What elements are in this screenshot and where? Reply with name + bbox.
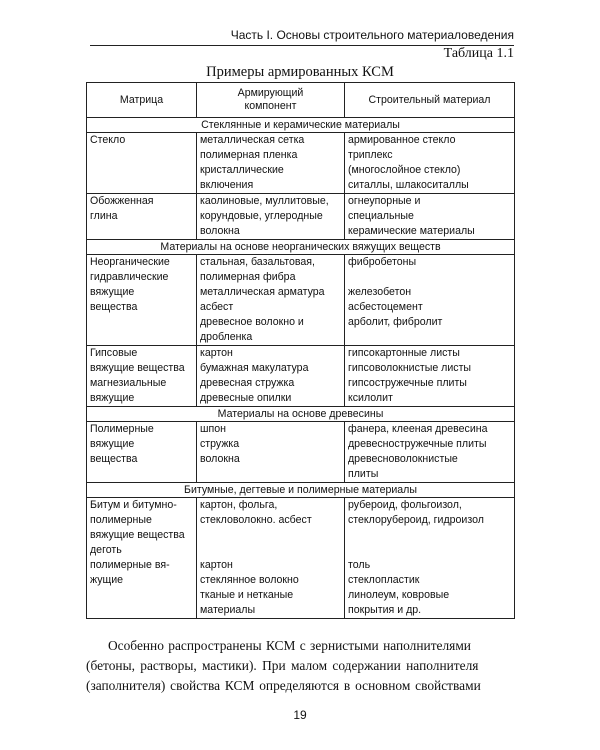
cell-line: фанера, клееная древесина [348,423,488,435]
body-line: (заполнителя) свойства КСМ определяются в основном свойствами [86,678,481,693]
cell-line: жущие [90,574,124,586]
table-row [87,498,515,619]
cell-line: полимерные [90,514,152,526]
cell-line: армированное стекло [348,134,456,146]
table-cell-component [197,255,345,346]
table-row [87,422,515,483]
cell-line: рубероид, фольгоизол, [348,499,462,511]
table-cell-component [197,498,345,619]
cell-line: гипсоволокнистые листы [348,362,472,374]
cell-line: Полимерные [90,423,154,435]
cell-line: стружка [200,438,240,450]
cell-line: покрытия и др. [348,604,422,616]
cell-line: тканые и нетканые [200,589,294,601]
cell-line: стальная, базальтовая, [200,256,315,268]
cell-line: гипсокартонные листы [348,347,460,359]
table-label: Таблица 1.1 [443,46,514,61]
cell-line: стеклопластик [348,574,420,586]
cell-line: полимерная фибра [200,271,296,283]
cell-line: картон, фольга, [200,499,278,511]
cell-line: глина [90,210,118,222]
section-title: Битумные, дегтевые и полимерные материалы [87,483,515,498]
cell-line: стекловолокно. асбест [200,514,312,526]
cell-line: ситаллы, шлакоситаллы [348,179,469,191]
cell-line: ксилолит [348,392,393,404]
cell-line: арболит, фибролит [348,316,443,328]
cell-line: деготь [90,544,122,556]
cell-line: Обожженная [90,195,154,207]
cell-line: древесное волокно и [200,316,304,328]
cell-line: стеклорубероид, гидроизол [348,514,484,526]
cell-line: магнезиальные [90,377,167,389]
cell-line: древесностружечные плиты [348,438,487,450]
cell-line: Неорганические [90,256,170,268]
cell-line: стеклянное волокно [200,574,299,586]
cell-line: Битум и битумно- [90,499,177,511]
table-cell-matrix [87,255,197,346]
column-header-component: Армирующий компонент [197,83,345,118]
cell-line: полимерные вя- [90,559,170,571]
cell-line: металлическая арматура [200,286,325,298]
section-row [87,240,515,255]
table-cell-material [345,133,515,194]
composite-materials-table [86,82,515,619]
cell-line: корундовые, углеродные [200,210,323,222]
cell-line [348,528,511,543]
cell-line: кристаллические [200,164,284,176]
cell-line: асбест [200,301,234,313]
section-row [87,407,515,422]
cell-line: древесноволокнистые [348,453,458,465]
cell-line [348,270,511,285]
cell-line: дробленка [200,331,253,343]
body-line: Особенно распространены КСМ с зернистыми наполнителями [108,638,471,653]
table-cell-material [345,498,515,619]
cell-line: вяжущие [90,392,135,404]
cell-line: картон [200,559,233,571]
table-row [87,133,515,194]
section-row [87,483,515,498]
table-row [87,255,515,346]
body-line: (бетоны, растворы, мастики). При малом содержании наполнителя [86,658,479,673]
column-header-material: Строительный материал [345,83,515,118]
section-title: Материалы на основе древесины [87,407,515,422]
cell-line: каолиновые, муллитовые, [200,195,329,207]
table-cell-material [345,422,515,483]
cell-line: вяжущие вещества [90,362,185,374]
table-row [87,194,515,240]
cell-line [200,543,341,558]
table-cell-matrix [87,422,197,483]
table-cell-matrix [87,498,197,619]
running-header: Часть I. Основы строительного материаловедения [90,28,514,46]
table-row [87,346,515,407]
cell-line: волокна [200,453,240,465]
cell-line: линолеум, ковровые [348,589,450,601]
table-cell-matrix [87,133,197,194]
table-cell-component [197,346,345,407]
cell-line: вещества [90,453,138,465]
cell-line: включения [200,179,254,191]
section-title: Материалы на основе неорганических вяжущих веществ [87,240,515,255]
table-cell-material [345,346,515,407]
cell-line: гидравлические [90,271,169,283]
cell-line: шпон [200,423,226,435]
table-cell-matrix [87,194,197,240]
section-title: Стеклянные и керамические материалы [87,118,515,133]
section-row [87,118,515,133]
table-header-row [87,83,515,118]
table-cell-matrix [87,346,197,407]
cell-line: картон [200,347,233,359]
cell-line: бумажная макулатура [200,362,309,374]
cell-line: огнеупорные и [348,195,421,207]
cell-line: древесная стружка [200,377,295,389]
cell-line: волокна [200,225,240,237]
cell-line [200,528,341,543]
cell-line: керамические материалы [348,225,475,237]
cell-line: толь [348,559,371,571]
page-number: 19 [293,708,307,722]
cell-line: вещества [90,301,138,313]
table-title: Примеры армированных КСМ [206,64,394,80]
cell-line: триплекс [348,149,393,161]
cell-line: полимерная пленка [200,149,298,161]
cell-line: Гипсовые [90,347,138,359]
table-cell-component [197,422,345,483]
table-cell-component [197,133,345,194]
cell-line: вяжущие [90,286,135,298]
cell-line: специальные [348,210,414,222]
cell-line: металлическая сетка [200,134,305,146]
table-cell-material [345,255,515,346]
cell-line: (многослойное стекло) [348,164,461,176]
cell-line: Стекло [90,134,126,146]
table-cell-component [197,194,345,240]
cell-line: материалы [200,604,256,616]
cell-line: фибробетоны [348,256,417,268]
cell-line: гипсостружечные плиты [348,377,467,389]
body-paragraph [86,636,514,696]
cell-line: плиты [348,468,379,480]
cell-line: древесные опилки [200,392,292,404]
cell-line: железобетон [348,286,412,298]
cell-line: вяжущие вещества [90,529,185,541]
cell-line: вяжущие [90,438,135,450]
column-header-matrix: Матрица [87,83,197,118]
table-cell-material [345,194,515,240]
cell-line [348,543,511,558]
cell-line: асбестоцемент [348,301,423,313]
